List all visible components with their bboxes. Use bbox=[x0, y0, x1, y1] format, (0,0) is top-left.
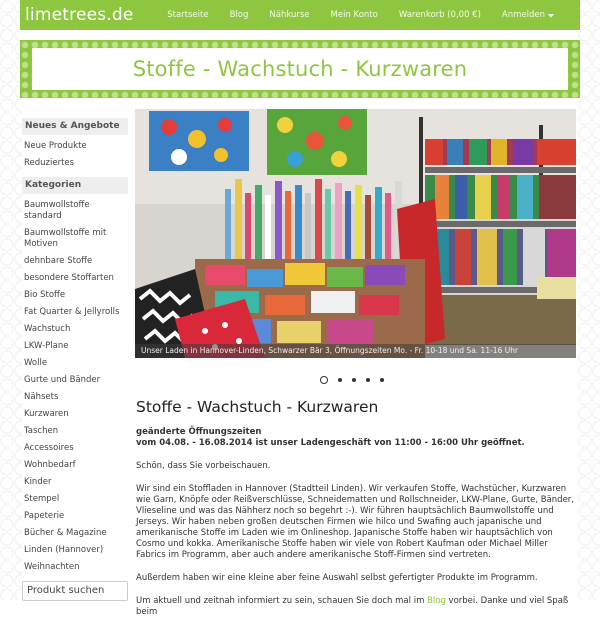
sidebar-category[interactable]: Stempel bbox=[24, 494, 60, 504]
blog-text-after: vorbei. Danke und viel Spaß beim bbox=[136, 596, 569, 617]
slider-dot[interactable] bbox=[338, 378, 342, 382]
site-logo[interactable]: limetrees.de bbox=[25, 5, 134, 25]
sidebar-category[interactable]: Bücher & Magazine bbox=[24, 528, 107, 538]
login-dropdown[interactable] bbox=[502, 10, 554, 20]
slider-dot[interactable] bbox=[320, 376, 328, 384]
sidebar-category[interactable]: Linden (Hannover) bbox=[24, 545, 104, 555]
slider-pagination bbox=[320, 376, 384, 384]
sidebar-category[interactable]: Gurte und Bänder bbox=[24, 375, 101, 385]
main-content bbox=[136, 398, 576, 630]
nav-item-naehkurse[interactable]: Nähkurse bbox=[269, 10, 310, 20]
nav-item-startseite[interactable]: Startseite bbox=[167, 10, 209, 20]
nav-item-blog[interactable]: Blog bbox=[229, 10, 249, 20]
notice-detail: vom 04.08. - 16.08.2014 ist unser Ladengeschäft von 11:00 - 16:00 Uhr geöffnet. bbox=[136, 438, 525, 448]
about-text: Wir sind ein Stoffladen in Hannover (Stadtteil Linden). Wir verkaufen Stoffe, Wachstücher, Kurzwaren wie Garn, Knöpfe oder Reißverschlüsse, Schneidematten und Rollschneider, LKW-Plane, Gurte, Bänder, Vlieseline und was das Nähherz noch so begehrt :-). Wir führen hauptsächlich Baumwollstoffe und Jerseys. Wir haben neben großen deutschen Firmen wie hilco und Swafing auch japanische und amerikanische Stoffe im Laden wie im Onlineshop. Japanische Stoffe haben wir hauptsächlich von Cosmo und kokka. Amerikanische Stoffe haben wir viele von Robert Kaufman oder Michael Miller Fabrics im Programm, aber auch andere amerikanische Stoff-Firmen sind vertreten. bbox=[136, 484, 575, 560]
sidebar-category[interactable]: Fat Quarter & Jellyrolls bbox=[24, 307, 120, 317]
blog-text-before: Um aktuell und zeitnah informiert zu sein, schauen Sie doch mal im bbox=[136, 596, 428, 606]
news-heading: Neues & Angebote bbox=[22, 118, 128, 135]
sidebar-category[interactable]: Kinder bbox=[24, 477, 52, 487]
news-section bbox=[22, 118, 128, 169]
sidebar-category[interactable]: Weihnachten bbox=[24, 562, 80, 572]
sidebar-category[interactable]: besondere Stoffarten bbox=[24, 273, 114, 283]
sidebar-category[interactable]: Taschen bbox=[24, 426, 59, 436]
categories-heading: Kategorien bbox=[22, 177, 128, 194]
page-title: Stoffe - Wachstuch - Kurzwaren bbox=[136, 398, 379, 416]
nav-item-mein-konto[interactable]: Mein Konto bbox=[330, 10, 378, 20]
sidebar-item-reduziertes[interactable]: Reduziertes bbox=[24, 158, 75, 168]
image-slider[interactable] bbox=[135, 109, 576, 358]
top-navigation-bar bbox=[20, 0, 580, 30]
slider-dot[interactable] bbox=[366, 378, 370, 382]
welcome-text: Schön, dass Sie vorbeischauen. bbox=[136, 461, 271, 471]
slider-dot[interactable] bbox=[380, 378, 384, 382]
slider-caption: Unser Laden in Hannover-Linden, Schwarzer Bär 3, Öffnungszeiten Mo. - Fr. 10-18 und Sa. 11-16 Uhr bbox=[135, 344, 576, 358]
login-label: Anmelden bbox=[501, 10, 545, 20]
banner-inner bbox=[32, 48, 568, 90]
slider-dot[interactable] bbox=[352, 378, 356, 382]
sidebar-category[interactable]: Kurzwaren bbox=[24, 409, 69, 419]
selfmade-text: Außerdem haben wir eine kleine aber feine Auswahl selbst gefertigter Produkte im Programm. bbox=[136, 573, 538, 583]
blog-text bbox=[136, 596, 576, 618]
nav-item-warenkorb[interactable]: Warenkorb (0,00 €) bbox=[398, 10, 481, 20]
sidebar-category[interactable]: dehnbare Stoffe bbox=[24, 256, 93, 266]
sidebar-category[interactable]: Baumwollstoffe mit Motiven bbox=[24, 228, 107, 249]
product-search-input[interactable]: Produkt suchen bbox=[22, 581, 128, 601]
banner-title: Stoffe - Wachstuch - Kurzwaren bbox=[132, 57, 468, 81]
sidebar-category[interactable]: Papeterie bbox=[24, 511, 65, 521]
categories-section bbox=[22, 177, 128, 573]
sidebar-category[interactable]: Accessoires bbox=[24, 443, 74, 453]
shop-interior-photo bbox=[135, 109, 576, 358]
caret-down-icon bbox=[548, 14, 554, 18]
opening-hours-notice bbox=[136, 427, 576, 449]
sidebar-item-neue-produkte[interactable]: Neue Produkte bbox=[24, 141, 87, 151]
sidebar-category[interactable]: Wachstuch bbox=[24, 324, 71, 334]
sidebar-category[interactable]: Bio Stoffe bbox=[24, 290, 66, 300]
sidebar-category[interactable]: Baumwollstoffe standard bbox=[24, 200, 90, 221]
sidebar-category[interactable]: LKW-Plane bbox=[24, 341, 69, 351]
main-menu bbox=[167, 10, 502, 20]
background-pattern-right bbox=[578, 0, 600, 600]
blog-link[interactable]: Blog bbox=[427, 596, 446, 606]
sidebar-category[interactable]: Nähsets bbox=[24, 392, 59, 402]
notice-heading: geänderte Öffnungszeiten bbox=[136, 427, 262, 437]
header-banner bbox=[20, 40, 580, 98]
sidebar bbox=[22, 118, 128, 601]
sidebar-category[interactable]: Wohnbedarf bbox=[24, 460, 76, 470]
sidebar-category[interactable]: Wolle bbox=[24, 358, 48, 368]
background-pattern-left bbox=[0, 0, 22, 600]
